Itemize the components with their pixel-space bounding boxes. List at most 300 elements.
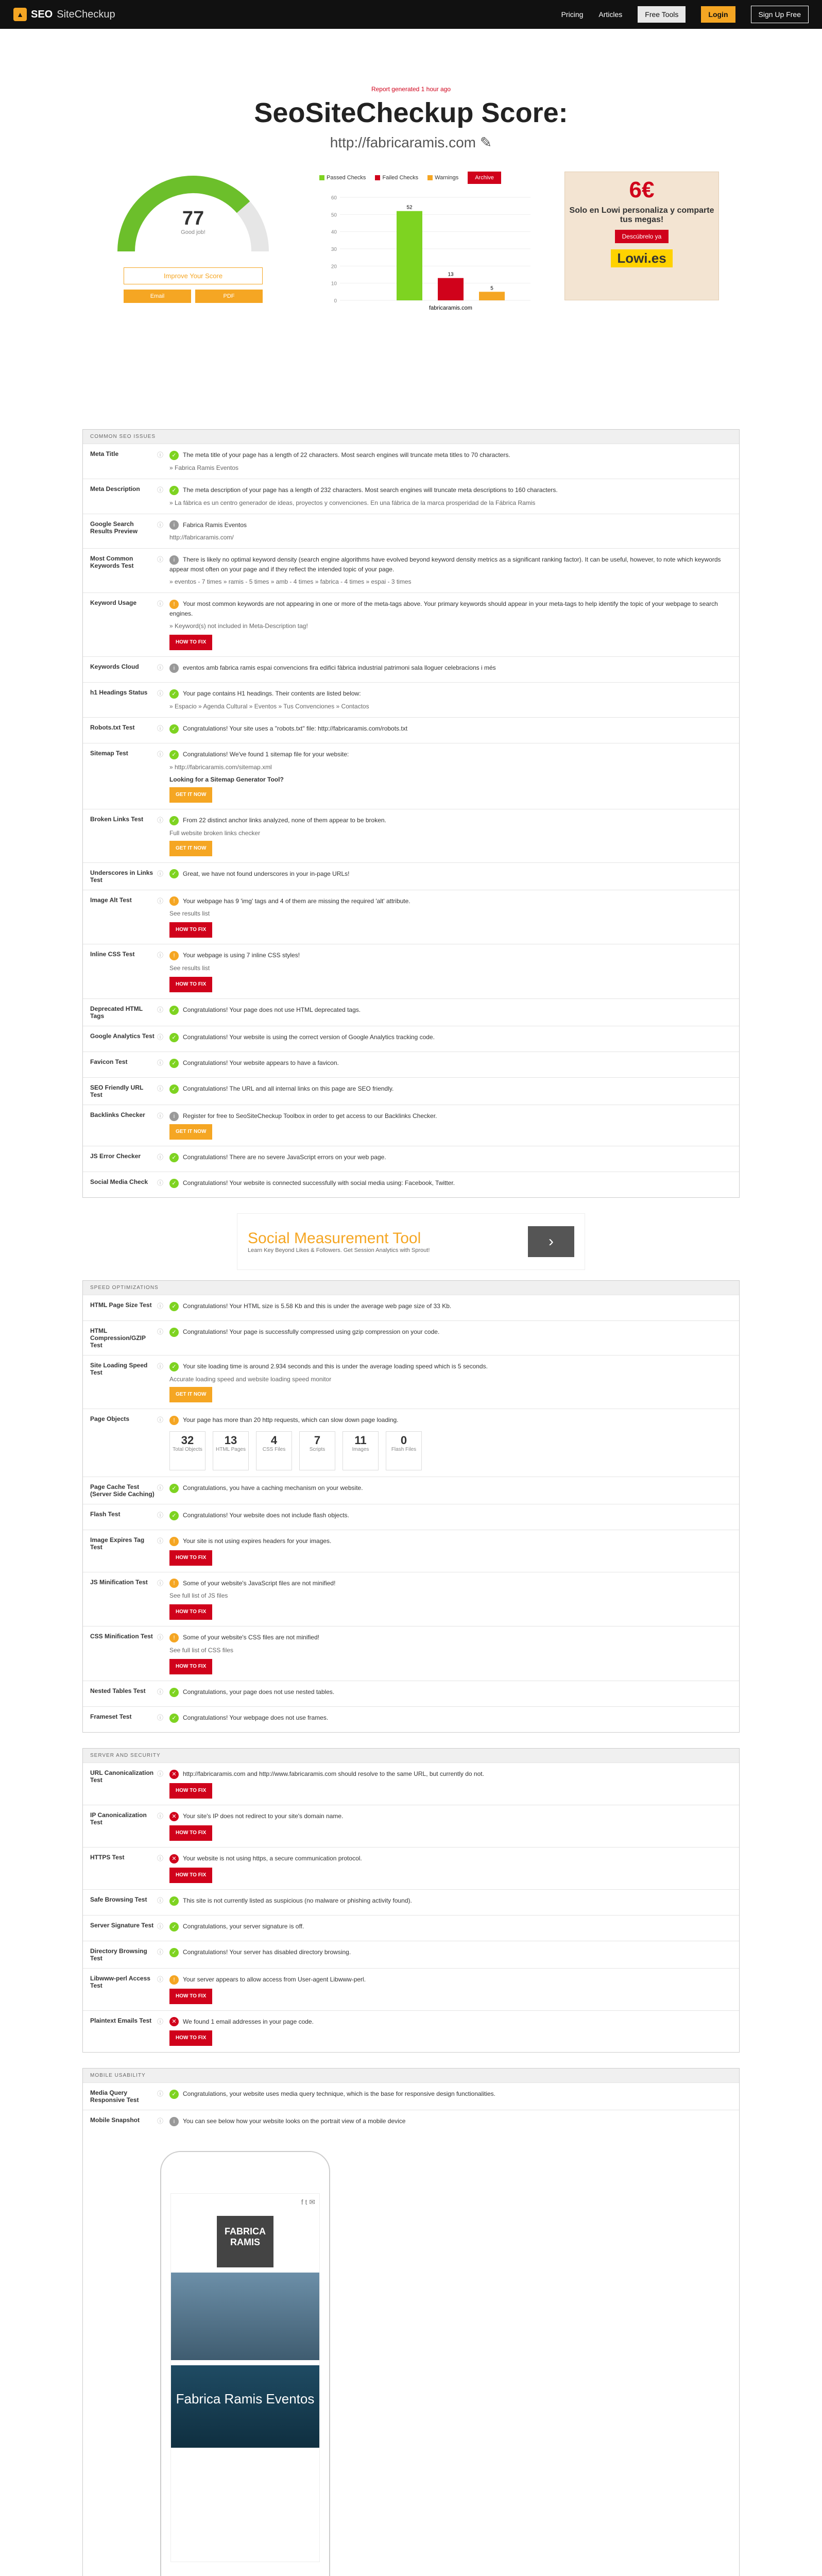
check-text: Your server appears to allow access from User-agent Libwww-perl. — [183, 1975, 366, 1983]
chart-legend — [319, 172, 501, 184]
check-text: Congratulations, you have a caching mechanism on your website. — [183, 1484, 363, 1492]
info-icon[interactable]: ⓘ — [157, 1634, 164, 1641]
check-detail: » Espacio » Agenda Cultural » Eventos » Tus Convenciones » Contactos — [169, 702, 369, 710]
mobile-banner: Fabrica Ramis Eventos — [171, 2365, 319, 2448]
ad-button[interactable]: Descúbrelo ya — [615, 230, 669, 243]
how-to-fix-button[interactable]: HOW TO FIX — [169, 1550, 212, 1566]
pass-status-icon: ✓ — [169, 2090, 179, 2099]
info-icon[interactable]: ⓘ — [157, 897, 164, 905]
legend-failed: Failed Checks — [375, 175, 418, 181]
check-label: SEO Friendly URL Test — [90, 1084, 144, 1099]
check-text: Your website is not using https, a secure communication protocol. — [183, 1854, 362, 1862]
check-label: HTML Page Size Test — [90, 1301, 152, 1309]
check-text: http://fabricaramis.com and http://www.fabricaramis.com should resolve to the same URL, but currently do not. — [183, 1770, 484, 1778]
check-content — [169, 663, 732, 676]
info-icon[interactable]: ⓘ — [157, 600, 164, 608]
check-label: JS Minification Test — [90, 1578, 148, 1586]
check-row — [83, 998, 739, 1026]
check-text: Some of your website's JavaScript files are not minified! — [183, 1579, 336, 1587]
y-tick-label: 0 — [334, 298, 337, 304]
check-text: Congratulations! Your webpage does not use frames. — [183, 1714, 329, 1722]
check-label: HTTPS Test — [90, 1853, 125, 1861]
check-text: Congratulations! Your page is successfully compressed using gzip compression on your code. — [183, 1328, 440, 1336]
info-icon[interactable]: ⓘ — [157, 556, 164, 564]
info-icon[interactable]: ⓘ — [157, 1511, 164, 1519]
pass-status-icon: ✓ — [169, 1714, 179, 1723]
info-icon[interactable]: ⓘ — [157, 1112, 164, 1120]
check-text: Your webpage is using 7 inline CSS styles! — [183, 952, 300, 959]
check-row — [83, 1847, 739, 1889]
info-icon[interactable]: ⓘ — [157, 1179, 164, 1187]
check-row — [83, 1409, 739, 1477]
check-row — [83, 1915, 739, 1941]
check-label: Directory Browsing Test — [90, 1947, 147, 1962]
warn-status-icon: ! — [169, 1416, 179, 1425]
page-object-card: 4 CSS Files — [256, 1431, 292, 1470]
pass-status-icon: ✓ — [169, 750, 179, 759]
warn-status-icon: ! — [169, 951, 179, 960]
speed-section — [82, 1280, 740, 1733]
check-content — [169, 1327, 732, 1349]
top-nav — [561, 6, 809, 23]
info-icon[interactable]: ⓘ — [157, 1537, 164, 1545]
info-icon[interactable]: ⓘ — [157, 1484, 164, 1492]
fail-status-icon: ✕ — [169, 1770, 179, 1779]
info-icon[interactable]: ⓘ — [157, 1006, 164, 1014]
warn-status-icon: ! — [169, 896, 179, 906]
site-logo[interactable] — [13, 8, 115, 21]
nav-pricing[interactable]: Pricing — [561, 10, 584, 19]
check-text: Your page has more than 20 http requests, which can slow down page loading. — [183, 1416, 399, 1423]
info-icon[interactable]: ⓘ — [157, 2117, 164, 2125]
info-icon[interactable]: ⓘ — [157, 952, 164, 959]
get-it-button[interactable]: GET IT NOW — [169, 787, 212, 803]
check-content — [169, 689, 732, 711]
check-detail: » La fábrica es un centro generador de ideas, proyectos y convenciones. En una fábrica de la marca prosperidad de la Fábrica Ramis — [169, 499, 536, 506]
y-tick-label: 10 — [331, 281, 337, 287]
check-row — [83, 1504, 739, 1530]
info-icon[interactable]: ⓘ — [157, 870, 164, 877]
info-status-icon: i — [169, 555, 179, 565]
check-row — [83, 1320, 739, 1355]
info-icon[interactable]: ⓘ — [157, 451, 164, 459]
check-row — [83, 1805, 739, 1847]
info-status-icon: i — [169, 664, 179, 673]
check-detail: See results list — [169, 964, 210, 972]
check-content — [169, 1483, 732, 1498]
score-gauge — [113, 172, 273, 303]
check-label: Site Loading Speed Test — [90, 1362, 148, 1377]
check-content — [169, 2116, 732, 2129]
mid-ad-sub: Learn Key Beyond Likes & Followers. Get Session Analytics with Sprout! — [248, 1247, 430, 1254]
signup-button[interactable]: Sign Up Free — [751, 6, 809, 23]
check-label: Server Signature Test — [90, 1921, 154, 1929]
how-to-fix-button[interactable]: HOW TO FIX — [169, 977, 212, 992]
check-content — [169, 816, 732, 856]
check-label: CSS Minification Test — [90, 1633, 153, 1640]
how-to-fix-button[interactable]: HOW TO FIX — [169, 635, 212, 650]
check-content — [169, 1896, 732, 1909]
check-label: Google Analytics Test — [90, 1032, 155, 1040]
info-icon[interactable]: ⓘ — [157, 664, 164, 672]
check-label: Page Cache Test (Server Side Caching) — [90, 1483, 155, 1498]
info-status-icon: i — [169, 1112, 179, 1121]
check-text: Register for free to SeoSiteCheckup Toolbox in order to get access to our Backlinks Checker. — [183, 1112, 437, 1120]
info-icon[interactable]: ⓘ — [157, 2090, 164, 2098]
check-row — [83, 890, 739, 944]
check-content — [169, 485, 732, 507]
check-content — [169, 1854, 732, 1883]
check-content — [169, 1415, 732, 1470]
pass-status-icon: ✓ — [169, 1153, 179, 1162]
check-label: Flash Test — [90, 1510, 121, 1518]
info-icon[interactable]: ⓘ — [157, 1896, 164, 1904]
check-row — [83, 2010, 739, 2053]
warn-status-icon: ! — [169, 1579, 179, 1588]
info-icon[interactable]: ⓘ — [157, 1579, 164, 1587]
bar-value-label: 52 — [406, 205, 413, 211]
pass-status-icon: ✓ — [169, 1688, 179, 1697]
check-label: Google Search Results Preview — [90, 520, 138, 535]
check-content — [169, 450, 732, 472]
info-icon[interactable]: ⓘ — [157, 1975, 164, 1983]
check-content — [169, 2089, 732, 2104]
check-row — [83, 1077, 739, 1105]
info-icon[interactable]: ⓘ — [157, 1085, 164, 1093]
info-icon[interactable]: ⓘ — [157, 1059, 164, 1067]
check-text: Your webpage has 9 'img' tags and 4 of them are missing the required 'alt' attribute. — [183, 897, 410, 905]
login-button[interactable]: Login — [701, 6, 735, 23]
pass-status-icon: ✓ — [169, 724, 179, 734]
check-content — [169, 1811, 732, 1841]
url-text: http://fabricaramis.com — [330, 134, 476, 150]
bar-value-label: 5 — [490, 285, 493, 292]
fail-status-icon: ✕ — [169, 1854, 179, 1863]
pass-status-icon: ✓ — [169, 1302, 179, 1311]
info-status-icon: i — [169, 520, 179, 530]
check-text: Congratulations! Your website is connected successfully with social media using: Facebook, Twitter. — [183, 1179, 455, 1187]
mobile-hero-image — [171, 2273, 319, 2360]
check-row — [83, 717, 739, 743]
check-row — [83, 1477, 739, 1504]
check-row — [83, 2110, 739, 2136]
page-object-card: 0 Flash Files — [386, 1431, 422, 1470]
improve-score-button[interactable]: Improve Your Score — [124, 267, 263, 284]
check-content — [169, 1633, 732, 1674]
pass-status-icon: ✓ — [169, 1948, 179, 1957]
check-label: Media Query Responsive Test — [90, 2089, 139, 2104]
x-category-label: fabricaramis.com — [429, 305, 472, 311]
check-row — [83, 1146, 739, 1172]
pass-status-icon: ✓ — [169, 689, 179, 699]
check-content — [169, 750, 732, 803]
check-detail: See results list — [169, 910, 210, 918]
brand-sub: SiteCheckup — [57, 8, 115, 20]
info-icon[interactable]: ⓘ — [157, 724, 164, 732]
pass-status-icon: ✓ — [169, 1511, 179, 1520]
check-row — [83, 1172, 739, 1197]
check-row — [83, 514, 739, 549]
info-status-icon: i — [169, 2117, 179, 2126]
check-text: Congratulations! We've found 1 sitemap file for your website: — [183, 750, 349, 758]
ad-price: 6€ — [629, 177, 655, 202]
pass-status-icon: ✓ — [169, 1179, 179, 1188]
check-row — [83, 1105, 739, 1146]
checked-url — [0, 134, 822, 151]
check-detail: See full list of JS files — [169, 1592, 228, 1600]
check-row — [83, 2082, 739, 2110]
info-icon[interactable]: ⓘ — [157, 816, 164, 824]
check-content — [169, 1301, 732, 1314]
y-tick-label: 60 — [331, 195, 337, 201]
info-icon[interactable]: ⓘ — [157, 2018, 164, 2025]
info-icon[interactable]: ⓘ — [157, 1714, 164, 1722]
check-label: Most Common Keywords Test — [90, 555, 134, 570]
check-detail: See full list of CSS files — [169, 1647, 234, 1654]
info-icon[interactable]: ⓘ — [157, 486, 164, 494]
how-to-fix-button[interactable]: HOW TO FIX — [169, 1825, 212, 1841]
mid-ad-title: Social Measurement Tool — [248, 1230, 421, 1247]
legend-warnings: Warnings — [427, 175, 458, 181]
pass-status-icon: ✓ — [169, 1328, 179, 1337]
how-to-fix-button[interactable]: HOW TO FIX — [169, 2030, 212, 2046]
info-icon[interactable]: ⓘ — [157, 690, 164, 698]
fail-status-icon: ✕ — [169, 1812, 179, 1821]
check-text: eventos amb fabrica ramis espai convencions fira edifici fàbrica industrial patrimoni sala lloguer celebracions i més — [183, 664, 496, 672]
warn-status-icon: ! — [169, 1537, 179, 1546]
pass-status-icon: ✓ — [169, 1896, 179, 1906]
check-content — [169, 599, 732, 650]
pass-status-icon: ✓ — [169, 451, 179, 460]
check-content — [169, 1178, 732, 1191]
check-label: Broken Links Test — [90, 815, 144, 823]
bar-warnings — [479, 292, 505, 300]
check-content — [169, 1975, 732, 2004]
security-section — [82, 1748, 740, 2053]
get-it-button[interactable]: GET IT NOW — [169, 1124, 212, 1140]
bar-passed-checks — [397, 211, 422, 300]
check-content — [169, 896, 732, 938]
nav-free-tools[interactable]: Free Tools — [638, 6, 686, 23]
mid-ad[interactable] — [237, 1213, 585, 1270]
check-content — [169, 1947, 732, 1962]
ad-banner[interactable] — [564, 172, 719, 300]
check-row — [83, 1941, 739, 1968]
info-icon[interactable]: ⓘ — [157, 1416, 164, 1423]
info-icon[interactable]: ⓘ — [157, 1033, 164, 1041]
check-text: Congratulations! Your HTML size is 5.58 Kb and this is under the average web page size of 33 Kb. — [183, 1302, 452, 1310]
how-to-fix-button[interactable]: HOW TO FIX — [169, 1989, 212, 2004]
check-row — [83, 1968, 739, 2010]
check-label: IP Canonicalization Test — [90, 1811, 147, 1826]
check-label: Favicon Test — [90, 1058, 128, 1066]
check-text: Fabrica Ramis Eventos — [183, 521, 247, 529]
check-content — [169, 1032, 732, 1045]
check-row — [83, 656, 739, 682]
archive-button[interactable]: Archive — [468, 172, 501, 184]
info-icon[interactable]: ⓘ — [157, 1948, 164, 1956]
check-label: Keywords Cloud — [90, 663, 139, 671]
check-text: There is likely no optimal keyword density (search engine algorithms have evolved beyond keyword density metrics as a significant ranking factor). It can be useful, however, to note which keywords appear most often on your page and if they reflect the intended topic of your page. — [169, 556, 721, 573]
check-label: Social Media Check — [90, 1178, 148, 1186]
check-label: Underscores in Links Test — [90, 869, 153, 884]
check-text: Great, we have not found underscores in your in-page URLs! — [183, 870, 350, 877]
check-content — [169, 1536, 732, 1566]
check-text: This site is not currently listed as suspicious (no malware or phishing activity found). — [183, 1896, 412, 1904]
check-text: Congratulations! Your server has disabled directory browsing. — [183, 1948, 351, 1956]
arrow-right-icon[interactable]: › — [528, 1226, 574, 1257]
bar-value-label: 13 — [448, 272, 454, 278]
check-row — [83, 1681, 739, 1706]
nav-articles[interactable]: Articles — [598, 10, 623, 19]
check-label: h1 Headings Status — [90, 689, 148, 697]
check-label: Robots.txt Test — [90, 723, 135, 731]
check-content — [169, 869, 732, 884]
check-label: Deprecated HTML Tags — [90, 1005, 143, 1020]
section-title: SERVER AND SECURITY — [83, 1749, 739, 1762]
info-icon[interactable]: ⓘ — [157, 1770, 164, 1778]
check-text: The meta description of your page has a length of 232 characters. Most search engines will truncate meta descriptions to 160 characters. — [183, 486, 558, 494]
pass-status-icon: ✓ — [169, 1059, 179, 1068]
how-to-fix-button[interactable]: HOW TO FIX — [169, 1659, 212, 1674]
section-title: COMMON SEO ISSUES — [83, 430, 739, 444]
check-detail: » http://fabricaramis.com/sitemap.xml — [169, 763, 272, 771]
check-text: Congratulations! Your website appears to have a favicon. — [183, 1059, 339, 1067]
mobile-logo: FABRICA RAMIS — [217, 2216, 273, 2267]
how-to-fix-button[interactable]: HOW TO FIX — [169, 1604, 212, 1620]
check-row — [83, 1026, 739, 1052]
ad-logo: Lowi.es — [611, 249, 672, 267]
info-icon[interactable]: ⓘ — [157, 521, 164, 529]
check-text: Congratulations! Your page does not use HTML deprecated tags. — [183, 1006, 361, 1014]
section-title: MOBILE USABILITY — [83, 2069, 739, 2082]
get-it-button[interactable]: GET IT NOW — [169, 841, 212, 856]
info-icon[interactable]: ⓘ — [157, 1854, 164, 1862]
check-text: Congratulations! There are no severe JavaScript errors on your web page. — [183, 1154, 386, 1161]
check-text: Congratulations! The URL and all internal links on this page are SEO friendly. — [183, 1085, 394, 1093]
bar-failed-checks — [438, 278, 464, 300]
check-content — [169, 1084, 732, 1098]
check-label: Keyword Usage — [90, 599, 137, 607]
how-to-fix-button[interactable]: HOW TO FIX — [169, 922, 212, 938]
warn-status-icon: ! — [169, 600, 179, 609]
check-content — [169, 1922, 732, 1935]
check-row — [83, 1355, 739, 1409]
check-content — [169, 1362, 732, 1402]
check-row — [83, 1889, 739, 1915]
check-row — [83, 1530, 739, 1572]
info-icon[interactable]: ⓘ — [157, 1688, 164, 1696]
pass-status-icon: ✓ — [169, 869, 179, 878]
check-row — [83, 548, 739, 592]
check-row — [83, 1706, 739, 1732]
fail-status-icon: ✕ — [169, 2017, 179, 2026]
legend-passed: Passed Checks — [319, 175, 366, 181]
check-detail: http://fabricaramis.com/ — [169, 534, 234, 541]
pass-status-icon: ✓ — [169, 1484, 179, 1493]
check-label: Nested Tables Test — [90, 1687, 146, 1695]
check-label: Page Objects — [90, 1415, 130, 1422]
pass-status-icon: ✓ — [169, 486, 179, 495]
check-label: HTML Compression/GZIP Test — [90, 1327, 146, 1349]
y-tick-label: 40 — [331, 229, 337, 235]
check-text: Congratulations! Your site uses a "robots.txt" file: http://fabricaramis.com/robots.txt — [183, 724, 408, 732]
check-row — [83, 1052, 739, 1077]
check-text: Your site's IP does not redirect to your site's domain name. — [183, 1812, 344, 1820]
check-text: We found 1 email addresses in your page code. — [183, 2018, 314, 2025]
check-text: Your most common keywords are not appearing in one or more of the meta-tags above. Your primary keywords should appear in your meta-tags to help identify the topic of your webpage to search engines. — [169, 600, 718, 618]
check-label: Backlinks Checker — [90, 1111, 145, 1119]
edit-icon[interactable]: ✎ — [480, 134, 492, 150]
check-row — [83, 809, 739, 862]
y-tick-label: 20 — [331, 264, 337, 270]
info-icon[interactable]: ⓘ — [157, 1812, 164, 1820]
check-content — [169, 1579, 732, 1620]
top-bar — [0, 0, 822, 29]
check-label: Sitemap Test — [90, 749, 128, 757]
check-label: Safe Browsing Test — [90, 1895, 147, 1903]
y-tick-label: 30 — [331, 247, 337, 252]
social-icons: f t ✉ — [301, 2198, 315, 2207]
check-detail: » Fabrica Ramis Eventos — [169, 464, 239, 471]
check-content — [169, 1058, 732, 1071]
check-detail: Full website broken links checker — [169, 829, 261, 837]
check-text: Your page contains H1 headings. Their contents are listed below: — [183, 690, 361, 698]
page-title: SeoSiteCheckup Score: — [254, 97, 568, 128]
email-button[interactable]: Email — [124, 290, 191, 303]
info-icon[interactable]: ⓘ — [157, 1328, 164, 1336]
check-text: The meta title of your page has a length of 22 characters. Most search engines will truncate meta titles to 70 characters. — [183, 451, 510, 459]
y-tick-label: 50 — [331, 212, 337, 218]
info-icon[interactable]: ⓘ — [157, 750, 164, 758]
check-label: Image Alt Test — [90, 896, 132, 904]
info-icon[interactable]: ⓘ — [157, 1922, 164, 1930]
pdf-button[interactable]: PDF — [195, 290, 263, 303]
check-label: JS Error Checker — [90, 1153, 141, 1160]
section-title: SPEED OPTIMIZATIONS — [83, 1281, 739, 1295]
check-content — [169, 1005, 732, 1020]
check-label: Plaintext Emails Test — [90, 2016, 152, 2024]
check-row — [83, 862, 739, 890]
check-text: Some of your website's CSS files are not minified! — [183, 1634, 320, 1641]
check-label: Image Expires Tag Test — [90, 1536, 145, 1551]
info-icon[interactable]: ⓘ — [157, 1302, 164, 1310]
pass-status-icon: ✓ — [169, 1006, 179, 1015]
check-text: Your site is not using expires headers for your images. — [183, 1537, 332, 1545]
check-detail: Accurate loading speed and website loading speed monitor — [169, 1375, 332, 1383]
check-row — [83, 444, 739, 479]
check-text: From 22 distinct anchor links analyzed, none of them appear to be broken. — [183, 816, 386, 824]
info-icon[interactable]: ⓘ — [157, 1154, 164, 1161]
checks-chart — [319, 192, 536, 316]
check-label: Mobile Snapshot — [90, 2116, 140, 2124]
check-row — [83, 1626, 739, 1681]
logo-icon: ▲ — [13, 8, 27, 21]
how-to-fix-button[interactable]: HOW TO FIX — [169, 1868, 212, 1883]
score-label: Good job! — [181, 229, 206, 235]
how-to-fix-button[interactable]: HOW TO FIX — [169, 1783, 212, 1799]
info-icon[interactable]: ⓘ — [157, 1363, 164, 1370]
check-row — [83, 1572, 739, 1626]
check-content — [169, 2017, 732, 2046]
get-it-button[interactable]: GET IT NOW — [169, 1387, 212, 1402]
check-label: Meta Title — [90, 450, 119, 457]
warn-status-icon: ! — [169, 1633, 179, 1642]
check-text: Congratulations, your website uses media query technique, which is the base for responsive design functionalities. — [183, 2090, 496, 2098]
hero — [0, 29, 822, 151]
check-text: Congratulations, your page does not use nested tables. — [183, 1688, 335, 1696]
check-text: Congratulations, your server signature is off. — [183, 1922, 304, 1930]
